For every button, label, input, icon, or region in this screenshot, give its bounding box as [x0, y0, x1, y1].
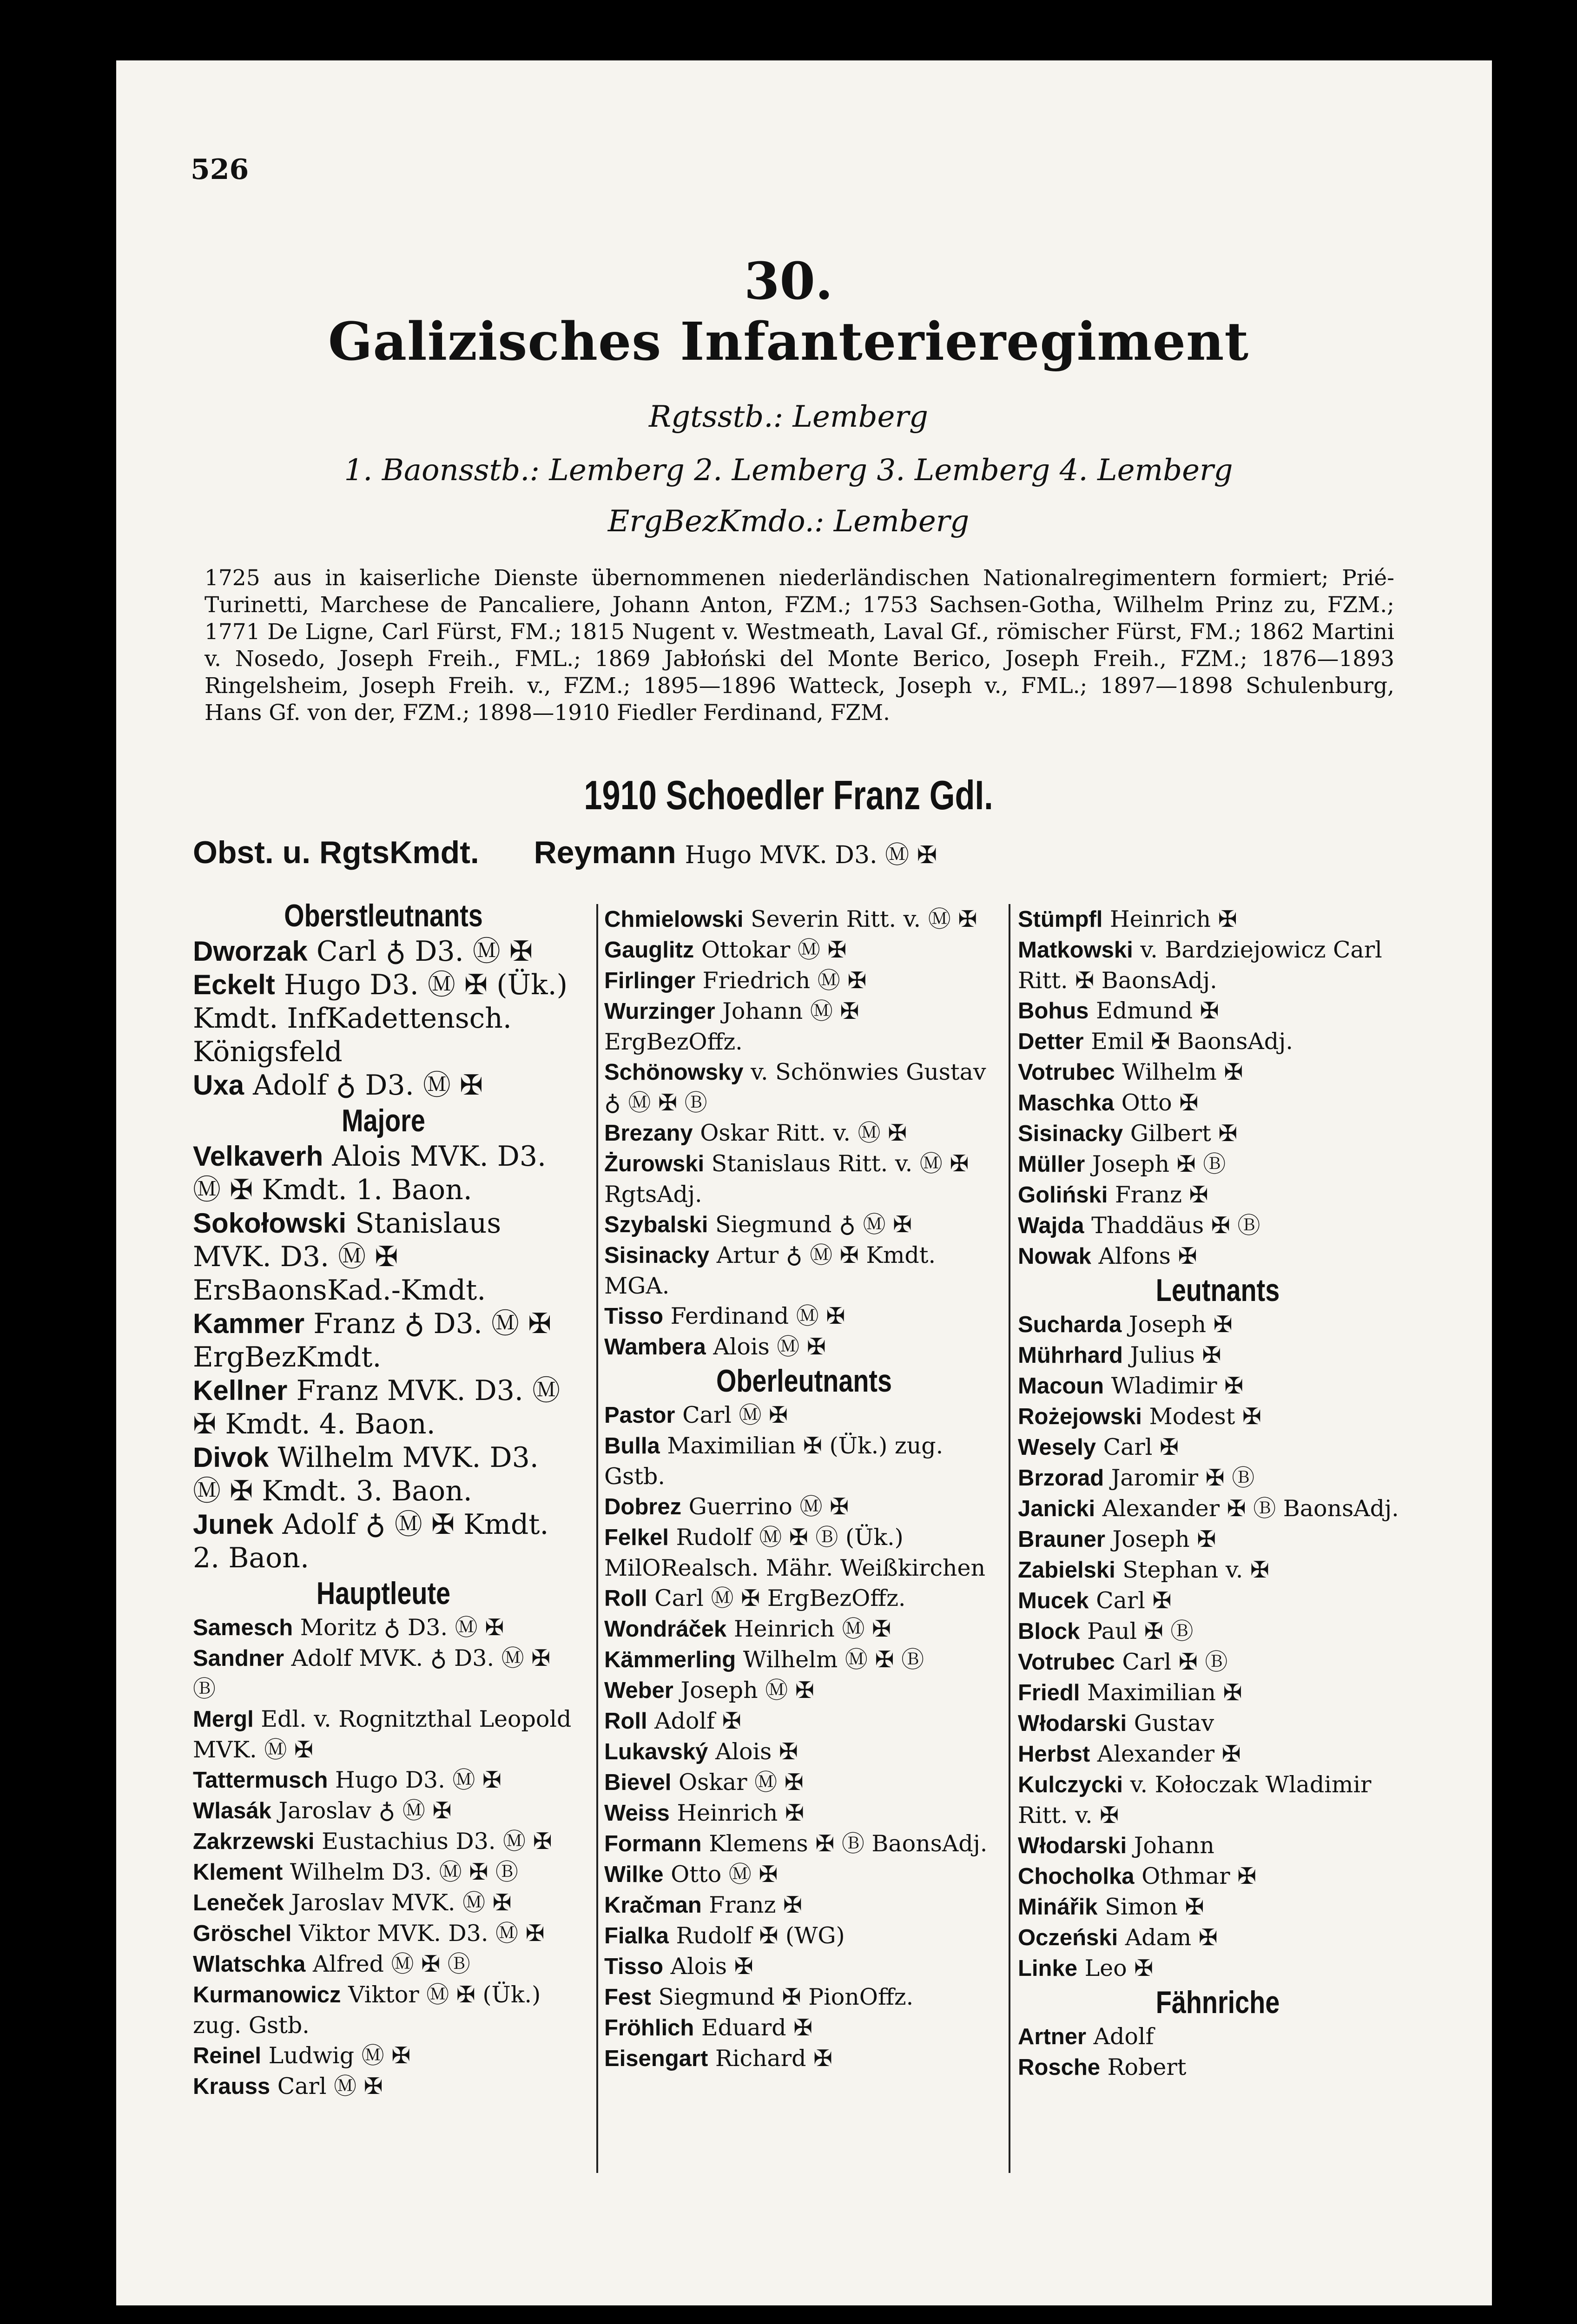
officer-details: Stephan v. ✠: [1122, 1557, 1269, 1583]
officer-surname: Uxa: [193, 1070, 244, 1101]
officer-details: Stanislaus Ritt. v. Ⓜ ✠ RgtsAdj.: [604, 1150, 969, 1208]
officer-surname: Mergl: [193, 1707, 254, 1732]
officer-details: Otto Ⓜ ✠: [671, 1861, 778, 1888]
officer-surname: Kellner: [193, 1375, 288, 1406]
officer-details: v. Bardziejowicz Carl Ritt. ✠ BaonsAdj.: [1018, 937, 1382, 994]
officer-details: Viktor MVK. D3. Ⓜ ✠: [299, 1920, 545, 1947]
officer-details: Franz MVK. D3. Ⓜ ✠ Kmdt. 4. Baon.: [193, 1374, 561, 1440]
officer-details: Heinrich Ⓜ ✠: [733, 1616, 891, 1642]
officer-entry: [1018, 904, 1418, 935]
officer-details: Rudolf Ⓜ ✠ Ⓑ (Ük.) MilORealsch. Mähr. Weißkirchen: [604, 1524, 986, 1581]
officer-details: Jaroslav MVK. Ⓜ ✠: [291, 1889, 512, 1916]
officer-details: Maximilian ✠ (Ük.) zug. Gstb.: [604, 1433, 944, 1490]
officer-details: Joseph ✠ Ⓑ: [1092, 1151, 1226, 1177]
officer-entry: [1018, 1026, 1418, 1057]
officer-surname: Tattermusch: [193, 1768, 328, 1793]
officer-entry: [604, 1492, 1004, 1522]
officer-details: Carl ✠: [1096, 1587, 1172, 1614]
officer-entry: [604, 996, 1004, 1057]
officer-surname: Gauglitz: [604, 938, 694, 963]
officer-entry: [193, 1508, 574, 1575]
officer-details: Severin Ritt. v. Ⓜ ✠: [751, 906, 977, 932]
officer-entry: [1018, 1401, 1418, 1432]
officer-surname: Sokołowski: [193, 1208, 347, 1239]
officer-details: Alfred Ⓜ ✠ Ⓑ: [312, 1951, 470, 1977]
officer-surname: Linke: [1018, 1956, 1077, 1981]
officer-entry: [1018, 1524, 1418, 1555]
officer-surname: Junek: [193, 1509, 274, 1540]
officer-details: Alexander ✠ Ⓑ BaonsAdj.: [1102, 1495, 1399, 1522]
officer-surname: Brzorad: [1018, 1466, 1104, 1491]
officer-surname: Lukavský: [604, 1739, 708, 1764]
officer-entry: [604, 1400, 1004, 1431]
column-officers-1: [193, 897, 574, 2102]
officer-surname: Firlinger: [604, 968, 696, 993]
officer-entry: [604, 1301, 1004, 1332]
officer-surname: Macoun: [1018, 1373, 1104, 1399]
officer-details: Franz ♁ D3. Ⓜ ✠ ErgBezKmdt.: [193, 1307, 552, 1373]
officer-entry: [193, 1441, 574, 1508]
officer-entry: [1018, 1057, 1418, 1088]
erg-location: ErgBezKmdo.: Lemberg: [607, 504, 970, 539]
officer-entry: [1018, 935, 1418, 996]
officer-entry: [604, 1057, 1004, 1118]
officer-surname: Gröschel: [193, 1921, 292, 1946]
officer-entry: [193, 1207, 574, 1307]
officer-entry: [193, 1704, 574, 1765]
officer-entry: [193, 1888, 574, 1918]
officer-surname: Divok: [193, 1442, 269, 1473]
officer-surname: Sisinacky: [1018, 1121, 1123, 1146]
officer-entry: [604, 1767, 1004, 1798]
officer-entry: [604, 1614, 1004, 1644]
officer-details: Oskar Ⓜ ✠: [678, 1769, 804, 1796]
officer-surname: Bievel: [604, 1770, 672, 1795]
officer-details: Thaddäus ✠ Ⓑ: [1091, 1212, 1260, 1239]
officer-details: Viktor Ⓜ ✠ (Ük.) zug. Gstb.: [193, 1981, 541, 2039]
officer-entry: [1018, 1708, 1418, 1739]
regiment-history: 1725 aus in kaiserliche Dienste übernommenen niederländischen Nationalregimentern formiert; Prié-Turinetti, Marchese de Pancaliere, Johann Anton, FZM.; 1753 Sachsen-Gotha, Wilhelm Prinz zu, FZM.; 1771 De Ligne, Carl Fürst, FM.; 1815 Nugent v. Westmeath, Laval Gf., römischer Fürst, FM.; 1862 Martini v. Nosedo, Joseph Freih., FML.; 1869 Jabłoński del Monte Berico, Joseph Freih., FZM.; 1876—1893 Ringelsheim, Joseph Freih. v., FZM.; 1895—1896 Watteck, Joseph v., FML.; 1897—1898 Schulenburg, Hans Gf. von der, FZM.; 1898—1910 Fiedler Ferdinand, FZM.: [205, 565, 1394, 726]
officer-details: Adolf ♁ D3. Ⓜ ✠: [253, 1069, 483, 1102]
officer-entry: [604, 1706, 1004, 1736]
section-heading: Oberstleutnants: [284, 898, 483, 933]
officer-surname: Tisso: [604, 1954, 664, 1979]
officer-entry: [1018, 1149, 1418, 1180]
officer-surname: Wlatschka: [193, 1952, 306, 1977]
officer-surname: Formann: [604, 1831, 702, 1856]
officer-details: v. Schönwies Gustav ♁ Ⓜ ✠ Ⓑ: [604, 1059, 986, 1116]
officer-details: Heinrich ✠: [1109, 906, 1237, 932]
officer-details: Wilhelm D3. Ⓜ ✠ Ⓑ: [290, 1859, 518, 1885]
officer-details: Siegmund ♁ Ⓜ ✠: [715, 1211, 912, 1238]
page-number: 526: [191, 153, 249, 186]
officer-surname: Goliński: [1018, 1182, 1108, 1208]
officer-entry: [193, 1140, 574, 1207]
officer-surname: Żurowski: [604, 1151, 705, 1176]
staff-location: Rgtsstb.: Lemberg: [649, 400, 928, 434]
officer-details: Stanislaus MVK. D3. Ⓜ ✠ ErsBaonsKad.-Kmdt.: [193, 1207, 501, 1307]
officer-details: Carl ♁ D3. Ⓜ ✠: [316, 935, 533, 968]
officer-entry: [1018, 1830, 1418, 1861]
officer-details: Moritz ♁ D3. Ⓜ ✠: [300, 1614, 504, 1641]
officer-details: Artur ♁ Ⓜ ✠ Kmdt. MGA.: [604, 1242, 936, 1299]
officer-surname: Reinel: [193, 2043, 262, 2068]
officer-entry: [193, 1949, 574, 1980]
officer-entry: [604, 1332, 1004, 1362]
officer-details: Wilhelm MVK. D3. Ⓜ ✠ Kmdt. 3. Baon.: [193, 1441, 539, 1507]
officer-entry: [604, 935, 1004, 965]
officer-details: Carl ✠: [1103, 1434, 1179, 1460]
officer-details: Carl Ⓜ ✠: [682, 1402, 788, 1428]
officer-details: Gilbert ✠: [1130, 1120, 1238, 1147]
officer-details: Guerrino Ⓜ ✠: [688, 1493, 849, 1520]
officer-details: Eustachius D3. Ⓜ ✠: [322, 1828, 552, 1855]
officer-details: Wladimir ✠: [1111, 1373, 1244, 1399]
officer-entry: [604, 965, 1004, 996]
officer-entry: [604, 1149, 1004, 1209]
officer-entry: [604, 1859, 1004, 1890]
officer-entry: [1018, 1739, 1418, 1769]
officer-entry: [604, 1522, 1004, 1583]
officer-surname: Dworzak: [193, 936, 308, 967]
officer-surname: Brauner: [1018, 1527, 1105, 1552]
officer-entry: [1018, 2052, 1418, 2083]
officer-surname: Tisso: [604, 1304, 664, 1329]
regiment-number: 30.: [744, 251, 833, 311]
officer-details: Johann: [1134, 1832, 1214, 1859]
section-heading: Leutnants: [1155, 1273, 1280, 1308]
inhaber: 1910 Schoedler Franz GdI.: [584, 772, 993, 818]
officer-surname: Votrubec: [1018, 1060, 1115, 1085]
column-officers-3: [1018, 904, 1418, 2083]
officer-entry: [604, 1431, 1004, 1492]
officer-entry: [1018, 1371, 1418, 1401]
officer-details: Paul ✠ Ⓑ: [1087, 1618, 1194, 1644]
commander-line: [193, 834, 937, 871]
officer-entry: [1018, 1647, 1418, 1677]
officer-surname: Bohus: [1018, 998, 1089, 1023]
officer-surname: Szybalski: [604, 1212, 708, 1237]
officer-entry: [604, 2013, 1004, 2043]
officer-details: Carl Ⓜ ✠: [277, 2073, 383, 2100]
officer-entry: [604, 1921, 1004, 1951]
officer-entry: [1018, 1677, 1418, 1708]
officer-entry: [1018, 1118, 1418, 1149]
officer-surname: Sisinacky: [604, 1243, 710, 1268]
officer-entry: [1018, 1861, 1418, 1892]
officer-surname: Zabielski: [1018, 1558, 1115, 1583]
officer-surname: Wurzinger: [604, 999, 715, 1024]
officer-entry: [193, 968, 574, 1069]
officer-entry: [1018, 1953, 1418, 1984]
officer-surname: Maschka: [1018, 1090, 1115, 1116]
officer-surname: Wlasák: [193, 1798, 271, 1823]
officer-surname: Weber: [604, 1678, 673, 1703]
officer-surname: Kračman: [604, 1893, 702, 1918]
officer-entry: [193, 1826, 574, 1857]
officer-surname: Chocholka: [1018, 1864, 1135, 1889]
officer-entry: [604, 1240, 1004, 1301]
section-heading: Majore: [342, 1103, 425, 1138]
officer-details: Oskar Ritt. v. Ⓜ ✠: [700, 1120, 907, 1146]
officer-entry: [1018, 1088, 1418, 1118]
officer-surname: Eisengart: [604, 2046, 708, 2071]
officer-entry: [604, 2043, 1004, 2074]
officer-entry: [1018, 1616, 1418, 1647]
officer-details: Leo ✠: [1084, 1955, 1154, 1981]
officer-details: Emil ✠ BaonsAdj.: [1091, 1028, 1293, 1055]
officer-entry: [1018, 1432, 1418, 1463]
officer-details: Rudolf ✠ (WG): [676, 1922, 845, 1949]
officer-details: Maximilian ✠: [1087, 1679, 1242, 1706]
officer-entry: [1018, 1922, 1418, 1953]
officer-surname: Chmielowski: [604, 907, 744, 932]
officer-entry: [604, 904, 1004, 935]
officer-entry: [1018, 1241, 1418, 1272]
officer-details: Adolf: [1093, 2023, 1154, 2050]
battalion-locations: 1. Baonsstb.: Lemberg 2. Lemberg 3. Lemberg 4. Lemberg: [344, 453, 1233, 488]
officer-entry: [1018, 1463, 1418, 1493]
section-heading: Oberleutnants: [716, 1363, 892, 1399]
officer-details: Hugo D3. Ⓜ ✠ (Ük.) Kmdt. InfKadettensch. Königsfeld: [193, 969, 568, 1068]
officer-surname: Kämmerling: [604, 1647, 736, 1672]
officer-details: Carl Ⓜ ✠ ErgBezOffz.: [654, 1585, 906, 1611]
officer-surname: Dobrez: [604, 1494, 682, 1519]
officer-surname: Votrubec: [1018, 1650, 1115, 1675]
officer-details: Richard ✠: [715, 2045, 833, 2072]
officer-entry: [604, 1890, 1004, 1921]
officer-surname: Janicki: [1018, 1496, 1095, 1521]
officer-details: Simon ✠: [1105, 1894, 1204, 1920]
officer-details: Otto ✠: [1121, 1089, 1199, 1116]
officer-surname: Oczeński: [1018, 1925, 1118, 1950]
officer-details: Klemens ✠ Ⓑ BaonsAdj.: [709, 1830, 988, 1857]
section-heading: Hauptleute: [316, 1576, 451, 1611]
officer-details: Joseph Ⓜ ✠: [680, 1677, 814, 1703]
officer-entry: [1018, 2021, 1418, 2052]
officer-details: Franz ✠: [1115, 1182, 1208, 1208]
officer-details: Edmund ✠: [1096, 997, 1219, 1024]
officer-entry: [604, 1583, 1004, 1614]
officer-surname: Eckelt: [193, 969, 275, 1000]
officer-surname: Rosche: [1018, 2055, 1101, 2080]
officer-details: Jaroslav ♁ Ⓜ ✠: [278, 1797, 452, 1824]
officer-surname: Fialka: [604, 1923, 669, 1948]
officer-surname: Wajda: [1018, 1213, 1084, 1238]
commander-name: Reymann: [534, 835, 676, 870]
officer-surname: Sucharda: [1018, 1312, 1122, 1337]
officer-entry: [193, 1980, 574, 2040]
officer-entry: [604, 1209, 1004, 1240]
officer-entry: [193, 1796, 574, 1826]
officer-surname: Herbst: [1018, 1742, 1090, 1767]
officer-entry: [1018, 1493, 1418, 1524]
officer-surname: Block: [1018, 1619, 1080, 1644]
officer-details: Siegmund ✠ PionOffz.: [658, 1984, 914, 2010]
officer-surname: Friedl: [1018, 1680, 1080, 1705]
officer-entry: [193, 1857, 574, 1888]
officer-details: Alois MVK. D3. Ⓜ ✠ Kmdt. 1. Baon.: [193, 1140, 547, 1206]
officer-details: Wilhelm ✠: [1122, 1059, 1243, 1085]
officer-entry: [604, 1118, 1004, 1149]
officer-entry: [604, 1982, 1004, 2013]
officer-details: Alois ✠: [715, 1738, 798, 1765]
commander-label: Obst. u. RgtsKmdt.: [193, 835, 479, 870]
officer-details: Jaromir ✠ Ⓑ: [1111, 1465, 1255, 1491]
officer-surname: Felkel: [604, 1525, 669, 1550]
officer-surname: Velkaverh: [193, 1141, 323, 1172]
officer-entry: [1018, 1892, 1418, 1922]
officer-surname: Minářik: [1018, 1895, 1098, 1920]
column-divider: [596, 904, 598, 2173]
officer-details: Modest ✠: [1149, 1403, 1261, 1430]
officer-details: v. Kołoczak Wladimir Ritt. v. ✠: [1018, 1771, 1372, 1829]
officer-entry: [1018, 1769, 1418, 1830]
officer-entry: [193, 1643, 574, 1704]
officer-surname: Weiss: [604, 1801, 670, 1826]
officer-surname: Kurmanowicz: [193, 1982, 341, 2007]
officer-entry: [193, 1374, 574, 1441]
officer-entry: [193, 1765, 574, 1796]
officer-entry: [193, 1307, 574, 1374]
officer-entry: [1018, 1340, 1418, 1371]
officer-details: Wilhelm Ⓜ ✠ Ⓑ: [743, 1646, 924, 1673]
officer-surname: Detter: [1018, 1029, 1084, 1054]
officer-details: Hugo D3. Ⓜ ✠: [335, 1767, 501, 1793]
officer-details: Adam ✠: [1125, 1924, 1218, 1951]
officer-details: Ottokar Ⓜ ✠: [701, 937, 847, 963]
officer-entry: [1018, 1585, 1418, 1616]
officer-details: Alfons ✠: [1098, 1243, 1197, 1269]
officer-surname: Roll: [604, 1586, 647, 1611]
officer-surname: Nowak: [1018, 1244, 1091, 1269]
regiment-title: Galizisches Infanterieregiment: [328, 311, 1249, 372]
officer-surname: Wilke: [604, 1862, 664, 1887]
officer-surname: Mührhard: [1018, 1343, 1123, 1368]
officer-surname: Włodarski: [1018, 1711, 1127, 1736]
officer-entry: [604, 1829, 1004, 1859]
officer-entry: [1018, 1210, 1418, 1241]
officer-surname: Zakrzewski: [193, 1829, 315, 1854]
officer-surname: Wondráček: [604, 1617, 727, 1642]
officer-surname: Sandner: [193, 1646, 284, 1671]
officer-surname: Pastor: [604, 1403, 675, 1428]
officer-details: Robert: [1107, 2054, 1187, 2080]
officer-surname: Fröhlich: [604, 2015, 694, 2040]
officer-surname: Artner: [1018, 2024, 1087, 2049]
officer-surname: Matkowski: [1018, 938, 1133, 963]
officer-surname: Włodarski: [1018, 1833, 1127, 1858]
officer-entry: [604, 1798, 1004, 1829]
officer-details: Heinrich ✠: [677, 1800, 804, 1826]
officer-details: Adolf ✠: [654, 1708, 741, 1734]
section-heading: Fähnriche: [1155, 1985, 1280, 2020]
officer-entry: [193, 1069, 574, 1102]
officer-entry: [604, 1675, 1004, 1706]
officer-surname: Wesely: [1018, 1435, 1096, 1460]
officer-entry: [1018, 996, 1418, 1026]
officer-details: Othmar ✠: [1142, 1863, 1257, 1889]
officer-surname: Roll: [604, 1709, 647, 1734]
officer-surname: Wambera: [604, 1334, 706, 1360]
officer-surname: Klement: [193, 1860, 283, 1885]
column-divider: [1009, 904, 1010, 2173]
officer-details: Carl ✠ Ⓑ: [1122, 1649, 1228, 1675]
officer-entry: [193, 1918, 574, 1949]
officer-surname: Rożejowski: [1018, 1404, 1142, 1429]
officer-details: Friedrich Ⓜ ✠: [702, 967, 867, 994]
officer-entry: [193, 935, 574, 968]
officer-details: Alois ✠: [670, 1953, 753, 1980]
officer-entry: [1018, 1309, 1418, 1340]
officer-surname: Fest: [604, 1985, 651, 2010]
commander-rest: Hugo MVK. D3. Ⓜ ✠: [685, 841, 937, 869]
officer-entry: [604, 1951, 1004, 1982]
officer-details: Eduard ✠: [701, 2014, 813, 2041]
officer-details: Julius ✠: [1130, 1342, 1221, 1368]
officer-surname: Brezany: [604, 1121, 693, 1146]
officer-surname: Kulczycki: [1018, 1772, 1123, 1797]
officer-surname: Leneček: [193, 1890, 284, 1915]
officer-details: Ludwig Ⓜ ✠: [268, 2042, 411, 2069]
officer-details: Johann Ⓜ ✠ ErgBezOffz.: [604, 998, 859, 1055]
officer-entry: [1018, 1555, 1418, 1585]
officer-surname: Schönowsky: [604, 1060, 744, 1085]
officer-details: Gustav: [1134, 1710, 1214, 1736]
officer-surname: Krauss: [193, 2074, 271, 2099]
officer-surname: Kammer: [193, 1308, 305, 1339]
officer-details: Franz ✠: [709, 1892, 802, 1918]
officer-details: Joseph ✠: [1112, 1526, 1216, 1552]
officer-entry: [193, 1612, 574, 1643]
officer-surname: Samesch: [193, 1615, 293, 1640]
officer-entry: [604, 1644, 1004, 1675]
officer-entry: [193, 2040, 574, 2071]
officer-details: Ferdinand Ⓜ ✠: [670, 1303, 845, 1329]
officer-details: Adolf ♁ Ⓜ ✠ Kmdt. 2. Baon.: [193, 1508, 549, 1574]
officer-details: Alexander ✠: [1097, 1741, 1241, 1767]
officer-entry: [193, 2071, 574, 2102]
officer-details: Adolf MVK. ♁ D3. Ⓜ ✠ Ⓑ: [193, 1645, 551, 1702]
officer-details: Edl. v. Rognitzthal Leopold MVK. Ⓜ ✠: [193, 1706, 572, 1763]
column-officers-2: [604, 904, 1004, 2074]
officer-surname: Bulla: [604, 1433, 660, 1459]
officer-entry: [1018, 1180, 1418, 1210]
officer-surname: Stümpfl: [1018, 907, 1103, 932]
officer-details: Joseph ✠: [1128, 1311, 1233, 1338]
officer-surname: Müller: [1018, 1152, 1085, 1177]
officer-entry: [604, 1736, 1004, 1767]
officer-surname: Mucek: [1018, 1588, 1089, 1613]
officer-details: Alois Ⓜ ✠: [713, 1334, 826, 1360]
